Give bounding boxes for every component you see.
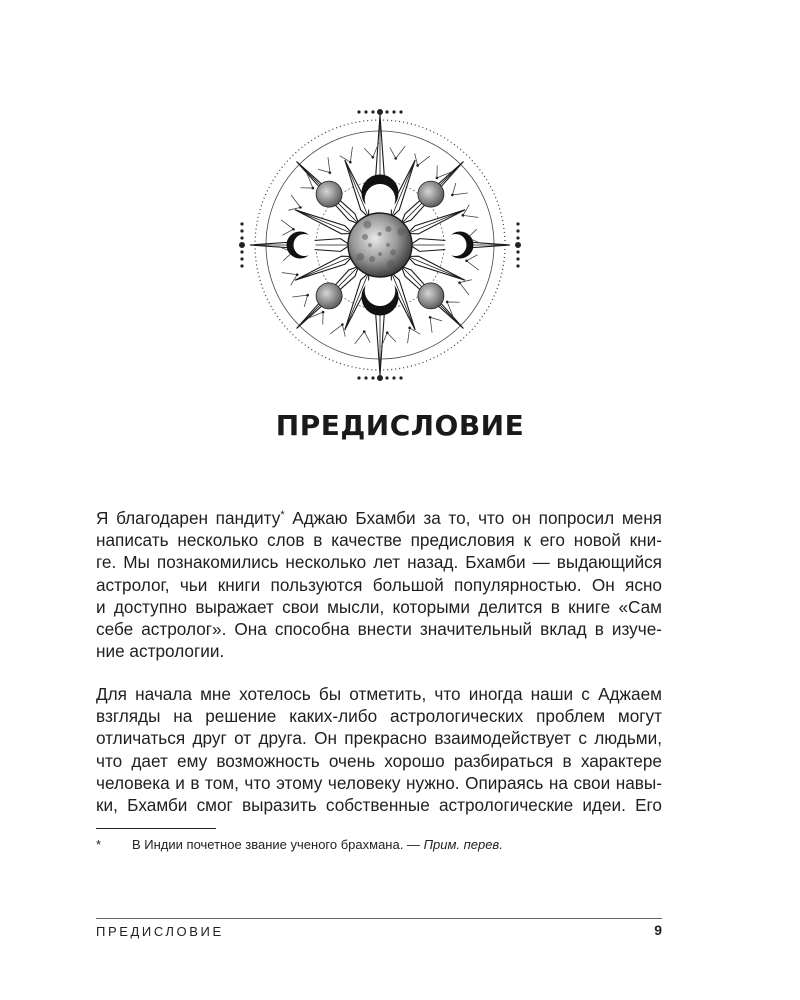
- line-text: Я благодарен пандиту: [96, 508, 281, 528]
- constellation-star: [322, 311, 325, 314]
- constellation-star: [296, 273, 299, 276]
- constellation-mark: [390, 146, 405, 158]
- orbit-dot: [377, 375, 383, 381]
- constellation-star: [451, 194, 454, 197]
- footnote-mark: *: [96, 837, 102, 852]
- small-moon: [418, 283, 444, 309]
- footnote-divider: [96, 828, 216, 829]
- constellation-mark: [355, 332, 370, 344]
- orbit-dot: [357, 110, 360, 113]
- moon-crater: [378, 252, 382, 256]
- moon-crater: [368, 243, 372, 247]
- constellation-mark: [463, 205, 478, 218]
- constellation-mark: [430, 317, 442, 332]
- orbit-dot: [516, 229, 519, 232]
- orbit-dot: [357, 376, 360, 379]
- orbit-dot: [240, 229, 243, 232]
- paragraph-line: что дает ему возможность очень хорошо разбираться в характере: [96, 750, 662, 771]
- paragraph-2: [96, 683, 662, 816]
- constellation-star: [429, 316, 432, 319]
- moon-phase-light: [294, 234, 316, 256]
- constellation-mark: [281, 220, 293, 235]
- orbit-dot: [516, 236, 519, 239]
- moon-phase-light: [365, 275, 396, 306]
- orbit-dot: [385, 110, 388, 113]
- orbit-dot: [240, 222, 243, 225]
- constellation-star: [349, 161, 352, 164]
- orbit-dot: [371, 376, 374, 379]
- orbit-dot: [399, 110, 402, 113]
- astrology-compass-icon: [229, 102, 531, 390]
- footnote: [96, 837, 503, 852]
- constellation-star: [329, 171, 332, 174]
- constellation-star: [436, 177, 439, 180]
- paragraph-line: [96, 507, 662, 529]
- constellation-star: [446, 301, 449, 304]
- orbit-dot: [377, 109, 383, 115]
- orbit-dot: [371, 110, 374, 113]
- orbit-dot: [399, 376, 402, 379]
- moon-crater: [397, 228, 405, 236]
- orbit-dot: [240, 257, 243, 260]
- constellation-star: [312, 187, 315, 190]
- constellation-mark: [460, 280, 472, 295]
- orbit-dot: [364, 376, 367, 379]
- orbit-dot: [364, 110, 367, 113]
- page-title: ПРЕДИСЛОВИЕ: [275, 409, 525, 442]
- small-moon: [418, 181, 444, 207]
- footer-divider: [96, 918, 662, 919]
- constellation-star: [341, 323, 344, 326]
- orbit-dot: [240, 250, 243, 253]
- constellation-mark: [292, 295, 307, 307]
- constellation-mark: [415, 153, 430, 165]
- orbit-dot: [392, 376, 395, 379]
- moon-crater: [356, 253, 364, 261]
- moon-crater: [363, 221, 371, 229]
- orbit-dot: [516, 257, 519, 260]
- moon-crater: [386, 243, 390, 247]
- constellation-star: [458, 281, 461, 284]
- orbit-dot: [392, 110, 395, 113]
- moon-phase-light: [444, 234, 466, 256]
- constellation-mark: [467, 255, 479, 270]
- translator-note: Прим. перев.: [423, 837, 503, 852]
- paragraph-line: человека и в том, что этому человеку нужно. Опираясь на свои навы-: [96, 772, 662, 793]
- constellation-star: [408, 327, 411, 330]
- constellation-star: [386, 331, 389, 334]
- paragraph-line: взгляды на решение каких-либо астрологических проблем могут: [96, 706, 662, 727]
- orbit-dot: [385, 376, 388, 379]
- paragraph-line: ние астрологии.: [96, 641, 225, 662]
- paragraph-line: ге. Мы познакомились несколько лет назад. Бхамби — выдающийся: [96, 552, 662, 573]
- constellation-star: [372, 156, 375, 159]
- moon-phase-light: [365, 184, 396, 215]
- orbit-dot: [515, 242, 521, 248]
- moon-crater: [385, 226, 391, 232]
- full-moon: [348, 213, 412, 277]
- paragraph-line: астролог, чьи книги пользуются большой популярностью. Он ясно: [96, 574, 662, 595]
- orbit-dot: [516, 222, 519, 225]
- constellation-star: [394, 157, 397, 160]
- moon-crater: [362, 234, 368, 240]
- moon-crater: [390, 249, 396, 255]
- small-moon: [316, 283, 342, 309]
- paragraph-line: ки, Бхамби смог выразить собственные астрологические идеи. Его: [96, 795, 662, 816]
- small-moon: [316, 181, 342, 207]
- moon-crater: [369, 256, 375, 262]
- constellation-star: [363, 330, 366, 333]
- running-title: ПРЕДИСЛОВИЕ: [96, 924, 224, 939]
- constellation-mark: [452, 183, 467, 195]
- footnote-text: В Индии почетное звание ученого брахмана. —: [132, 837, 424, 852]
- orbit-dot: [240, 264, 243, 267]
- paragraph-line: себе астролог». Она способна внести значительный вклад в изуче-: [96, 619, 662, 640]
- paragraph-line: и доступно выражает свои мысли, которыми делится в книге «Сам: [96, 596, 662, 617]
- constellation-mark: [330, 325, 345, 337]
- orbit-dot: [240, 236, 243, 239]
- constellation-star: [292, 228, 295, 231]
- constellation-star: [465, 259, 468, 262]
- constellation-star: [462, 214, 465, 217]
- paragraph-line: Для начала мне хотелось бы отметить, что иногда наши с Аджаем: [96, 684, 662, 704]
- paragraph-1: [96, 507, 662, 662]
- constellation-mark: [381, 333, 396, 347]
- orbit-dot: [516, 264, 519, 267]
- constellation-mark: [340, 147, 353, 162]
- line-text: Аджаю Бхамби за то, что он попросил меня: [284, 508, 662, 528]
- footnote-marker: *: [280, 509, 285, 521]
- constellation-mark: [288, 195, 300, 210]
- astrology-compass-illustration: [229, 102, 531, 390]
- constellation-star: [306, 294, 309, 297]
- constellation-star: [299, 206, 302, 209]
- paragraph-line: отличаться друг от друга. Он прекрасно взаимодействует с людьми,: [96, 728, 662, 749]
- page-number: 9: [654, 922, 662, 938]
- moon-crater: [387, 260, 395, 268]
- constellation-mark: [282, 273, 297, 286]
- constellation-star: [416, 164, 419, 167]
- constellation-mark: [364, 143, 379, 157]
- paragraph-line: написать несколько слов в качестве предисловия к его новой кни-: [96, 530, 662, 551]
- constellation-mark: [408, 328, 421, 343]
- moon-crater: [378, 232, 382, 236]
- orbit-dot: [516, 250, 519, 253]
- orbit-dot: [239, 242, 245, 248]
- constellation-mark: [318, 157, 330, 172]
